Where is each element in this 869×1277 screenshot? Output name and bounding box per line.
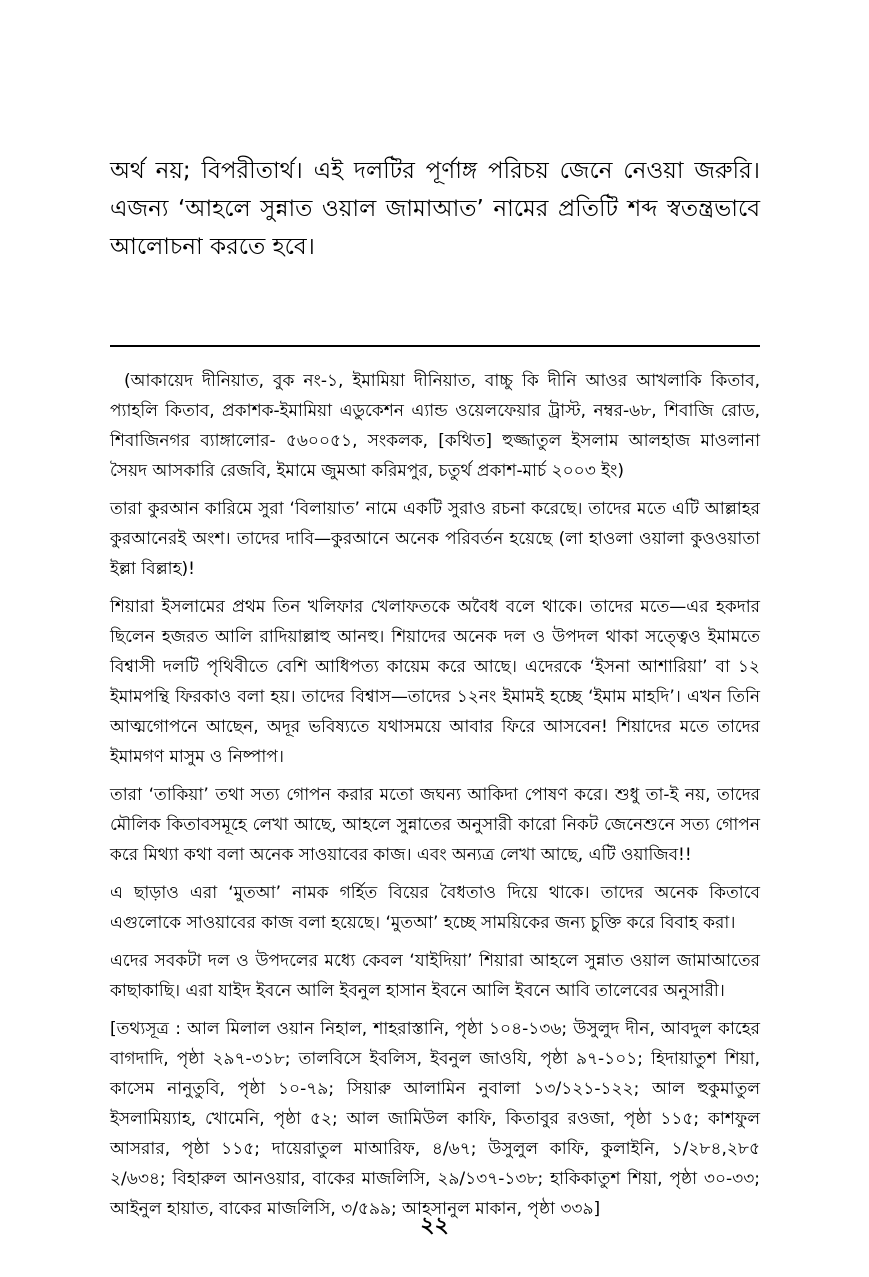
- footnote-paragraph-zaidiyya: এদের সবকটা দল ও উপদলের মধ্যে কেবল ‘যাইদিয়া’ শিয়ারা আহলে সুন্নাত ওয়াল জামাআতের কাছাকাছি। এরা যাইদ ইবনে আলি ইবনুল হাসান ইবনে আলি ইবনে আবি তালেবের অনুসারী।: [110, 951, 760, 1001]
- footnote-paragraph-taqiyya: তারা ‘তাকিয়া’ তথা সত্য গোপন করার মতো জঘন্য আকিদা পোষণ করে। শুধু তা-ই নয়, তাদের মৌলিক কিতাবসমূহে লেখা আছে, আহলে সুন্নাতের অনুসারী কারো নিকট জেনেশুনে সত্য গোপন করে মিথ্যা কথা বলা অনেক সাওয়াবের কাজ। এবং অন্যত্র লেখা আছে, এটি ওয়াজিব!!: [110, 785, 760, 865]
- main-paragraph: অর্থ নয়; বিপরীতার্থ। এই দলটির পূর্ণাঙ্গ পরিচয় জেনে নেওয়া জরুরি। এজন্য ‘আহলে সুন্নাত ওয়াল জামাআত’ নামের প্রতিটি শব্দ স্বতন্ত্রভাবে আলোচনা করতে হবে।: [110, 158, 760, 260]
- page-number: ২২: [420, 1213, 449, 1238]
- footnote-paragraph-quran: তারা কুরআন কারিমে সুরা ‘বিলায়াত’ নামে একটি সুরাও রচনা করেছে। তাদের মতে এটি আল্লাহর কুরআনেরই অংশ। তাদের দাবি—কুরআনে অনেক পরিবর্তন হয়েছে (লা হাওলা ওয়ালা কুওওয়াতা ইল্লা বিল্লাহ)!: [110, 499, 760, 579]
- footnote-paragraph-khilafat: শিয়ারা ইসলামের প্রথম তিন খলিফার খেলাফতকে অবৈধ বলে থাকে। তাদের মতে—এর হকদার ছিলেন হজরত আলি রাদিয়াল্লাহু আনহু। শিয়াদের অনেক দল ও উপদল থাকা সত্ত্বেও ইমামতে বিশ্বাসী দলটি পৃথিবীতে বেশি আধিপত্য কায়েম করে আছে। এদেরকে ‘ইসনা আশারিয়া’ বা ১২ ইমামপন্থি ফিরকাও বলা হয়। তাদের বিশ্বাস—তাদের ১২নং ইমামই হচ্ছে ‘ইমাম মাহদি’। এখন তিনি আত্মগোপনে আছেন, অদূর ভবিষ্যতে যথাসময়ে আবার ফিরে আসবেন! শিয়াদের মতে তাদের ইমামগণ মাসুম ও নিষ্পাপ।: [110, 597, 760, 767]
- footnote-paragraph-mutah: এ ছাড়াও এরা ‘মুতআ’ নামক গর্হিত বিয়ের বৈধতাও দিয়ে থাকে। তাদের অনেক কিতাবে এগুলোকে সাওয়াবের কাজ বলা হয়েছে। ‘মুতআ’ হচ্ছে সাময়িকের জন্য চুক্তি করে বিবাহ করা।: [110, 883, 760, 933]
- footnote-citation: (আকায়েদ দীনিয়াত, বুক নং-১, ইমামিয়া দীনিয়াত, বাচ্চু কি দীনি আওর আখলাকি কিতাব, প্যাহলি কিতাব, প্রকাশক-ইমামিয়া এডুকেশন এ্যান্ড ওয়েলফেয়ার ট্রাস্ট, নম্বর-৬৮, শিবাজি রোড, শিবাজিনগর ব্যাঙ্গালোর- ৫৬০০৫১, সংকলক, [কথিত] হুজ্জাতুল ইসলাম আলহাজ মাওলানা সৈয়দ আসকারি রেজবি, ইমামে জুমআ করিমপুর, চতুর্থ প্রকাশ-মার্চ ২০০৩ ইং): [110, 371, 760, 481]
- footnote-references: [তথ্যসূত্র : আল মিলাল ওয়ান নিহাল, শাহরাস্তানি, পৃষ্ঠা ১০৪-১৩৬; উসুলুদ দীন, আবদুল কাহের বাগদাদি, পৃষ্ঠা ২৯৭-৩১৮; তালবিসে ইবলিস, ইবনুল জাওযি, পৃষ্ঠা ৯৭-১০১; হিদায়াতুশ শিয়া, কাসেম নানুতুবি, পৃষ্ঠা ১০-৭৯; সিয়ারু আলামিন নুবালা ১৩/১২১-১২২; আল হুকুমাতুল ইসলামিয়্যাহ, খোমেনি, পৃষ্ঠা ৫২; আল জামিউল কাফি, কিতাবুর রওজা, পৃষ্ঠা ১১৫; কাশফুল আসরার, পৃষ্ঠা ১১৫; দায়েরাতুল মাআরিফ, ৪/৬৭; উসুলুল কাফি, কুলাইনি, ১/২৮৪,২৮৫ ২/৬৩৪; বিহারুল আনওয়ার, বাকের মাজলিসি, ২৯/১৩৭-১৩৮; হাকিকাতুশ শিয়া, পৃষ্ঠা ৩০-৩৩; আইনুল হায়াত, বাকের মাজলিসি, ৩/৫৯৯; আহসানুল মাকান, পৃষ্ঠা ৩৩৯]: [110, 1019, 760, 1219]
- footnotes-section: [110, 366, 760, 1224]
- footnote-divider: [110, 345, 760, 347]
